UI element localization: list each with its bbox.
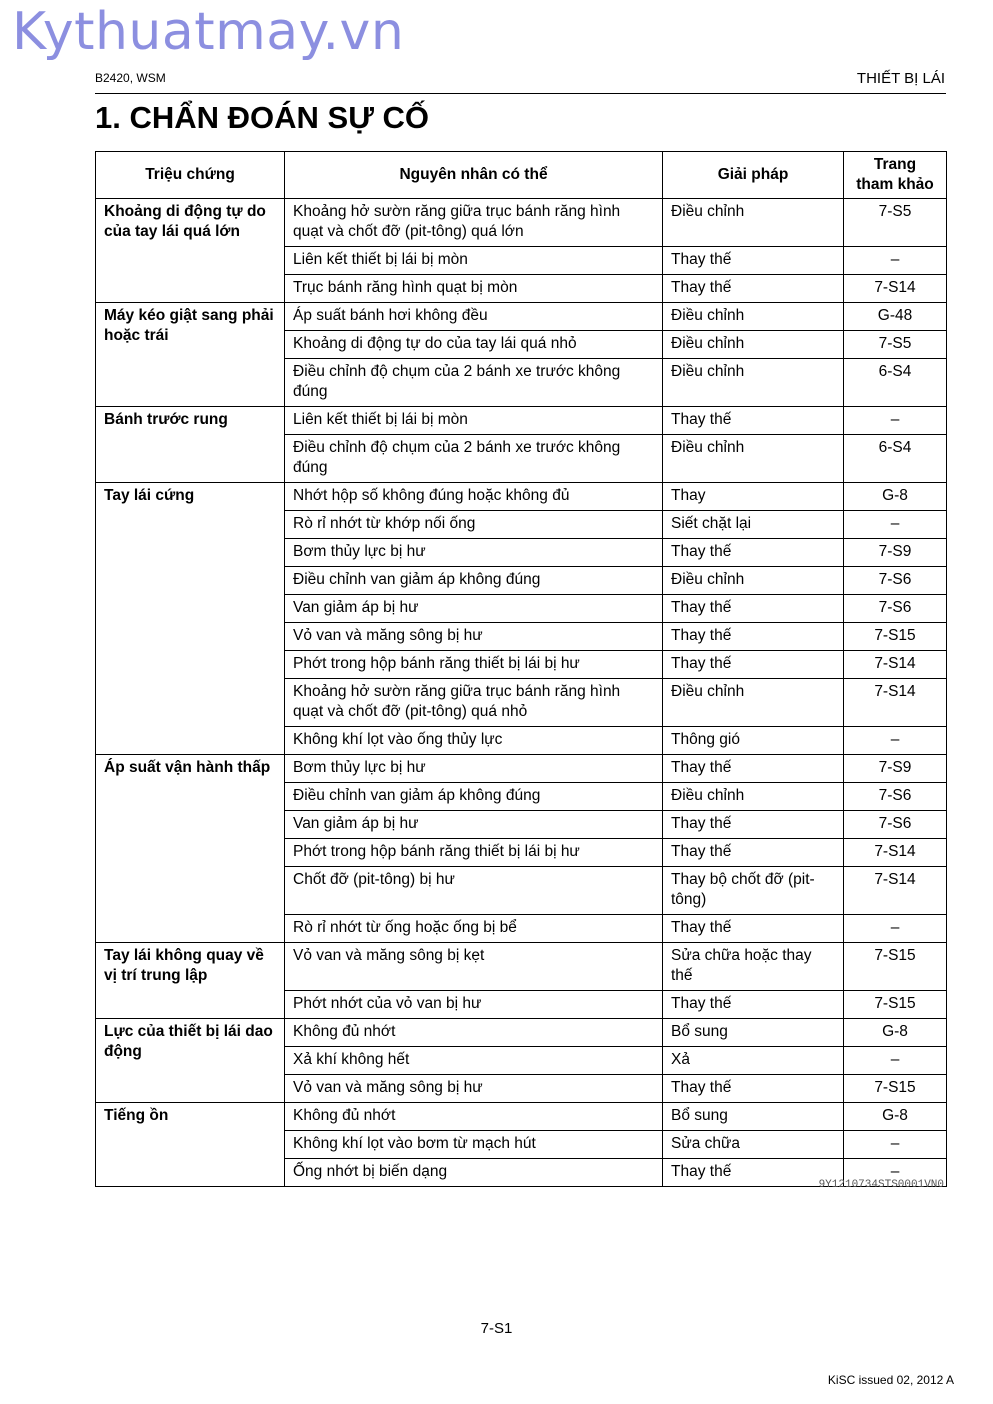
table-row — [96, 1019, 947, 1047]
table-row — [96, 407, 947, 435]
solution-cell: Thay bộ chốt đỡ (pit-tông) — [663, 867, 844, 915]
solution-cell: Thay thế — [663, 275, 844, 303]
cause-cell: Không đủ nhớt — [285, 1019, 663, 1047]
cause-cell: Không khí lọt vào ống thủy lực — [285, 727, 663, 755]
solution-cell: Thay thế — [663, 811, 844, 839]
table-header-row — [96, 152, 947, 199]
cause-cell: Điều chỉnh độ chụm của 2 bánh xe trước không đúng — [285, 435, 663, 483]
solution-cell: Điều chỉnh — [663, 331, 844, 359]
reference-cell: 7-S5 — [844, 199, 947, 247]
solution-cell: Sửa chữa hoặc thay thế — [663, 943, 844, 991]
solution-cell: Thay — [663, 483, 844, 511]
solution-cell: Bổ sung — [663, 1103, 844, 1131]
table-row — [96, 943, 947, 991]
symptom-cell: Tay lái không quay về vị trí trung lập — [96, 943, 285, 1019]
reference-cell: – — [844, 511, 947, 539]
cause-cell: Phớt trong hộp bánh răng thiết bị lái bị hư — [285, 839, 663, 867]
reference-cell: 7-S14 — [844, 275, 947, 303]
solution-cell: Thay thế — [663, 1075, 844, 1103]
cause-cell: Phớt nhớt của vỏ van bị hư — [285, 991, 663, 1019]
cause-cell: Van giảm áp bị hư — [285, 811, 663, 839]
reference-cell: – — [844, 407, 947, 435]
symptom-cell: Khoảng di động tự do của tay lái quá lớn — [96, 199, 285, 303]
solution-cell: Thay thế — [663, 595, 844, 623]
solution-cell: Điều chỉnh — [663, 679, 844, 727]
reference-cell: 7-S15 — [844, 943, 947, 991]
cause-cell: Liên kết thiết bị lái bị mòn — [285, 247, 663, 275]
cause-cell: Điều chỉnh van giảm áp không đúng — [285, 783, 663, 811]
solution-cell: Xả — [663, 1047, 844, 1075]
reference-cell: – — [844, 1047, 947, 1075]
solution-cell: Điều chỉnh — [663, 567, 844, 595]
reference-cell: G-8 — [844, 1103, 947, 1131]
reference-cell: 6-S4 — [844, 435, 947, 483]
solution-cell: Thay thế — [663, 623, 844, 651]
symptom-cell: Máy kéo giật sang phải hoặc trái — [96, 303, 285, 407]
symptom-cell: Tiếng ồn — [96, 1103, 285, 1187]
reference-cell: 7-S6 — [844, 783, 947, 811]
header-symptom: Triệu chứng — [96, 152, 285, 199]
solution-cell: Thông gió — [663, 727, 844, 755]
reference-cell: 6-S4 — [844, 359, 947, 407]
reference-cell: 7-S9 — [844, 539, 947, 567]
cause-cell: Bơm thủy lực bị hư — [285, 755, 663, 783]
solution-cell: Điều chỉnh — [663, 303, 844, 331]
cause-cell: Vỏ van và măng sông bị hư — [285, 1075, 663, 1103]
header-cause: Nguyên nhân có thể — [285, 152, 663, 199]
table-body — [96, 199, 947, 1187]
reference-cell: – — [844, 1159, 947, 1187]
solution-cell: Thay thế — [663, 407, 844, 435]
symptom-cell: Áp suất vận hành thấp — [96, 755, 285, 943]
solution-cell: Siết chặt lại — [663, 511, 844, 539]
troubleshooting-table — [95, 151, 947, 1187]
solution-cell: Điều chỉnh — [663, 199, 844, 247]
header-model: B2420, WSM — [95, 71, 166, 85]
table-row — [96, 199, 947, 247]
solution-cell: Điều chỉnh — [663, 359, 844, 407]
solution-cell: Thay thế — [663, 1159, 844, 1187]
reference-cell: 7-S6 — [844, 595, 947, 623]
reference-cell: 7-S6 — [844, 811, 947, 839]
symptom-cell: Bánh trước rung — [96, 407, 285, 483]
reference-cell: G-8 — [844, 1019, 947, 1047]
cause-cell: Điều chỉnh độ chụm của 2 bánh xe trước không đúng — [285, 359, 663, 407]
solution-cell: Thay thế — [663, 651, 844, 679]
issue-footer: KiSC issued 02, 2012 A — [827, 1373, 954, 1387]
solution-cell: Thay thế — [663, 755, 844, 783]
cause-cell: Ống nhớt bị biến dạng — [285, 1159, 663, 1187]
symptom-cell: Lực của thiết bị lái dao động — [96, 1019, 285, 1103]
cause-cell: Van giảm áp bị hư — [285, 595, 663, 623]
solution-cell: Điều chỉnh — [663, 435, 844, 483]
cause-cell: Liên kết thiết bị lái bị mòn — [285, 407, 663, 435]
reference-cell: G-8 — [844, 483, 947, 511]
cause-cell: Nhớt hộp số không đúng hoặc không đủ — [285, 483, 663, 511]
solution-cell: Thay thế — [663, 247, 844, 275]
header-divider — [95, 93, 946, 94]
cause-cell: Không đủ nhớt — [285, 1103, 663, 1131]
reference-cell: – — [844, 1131, 947, 1159]
reference-cell: – — [844, 915, 947, 943]
table-row — [96, 483, 947, 511]
reference-cell: – — [844, 727, 947, 755]
reference-cell: 7-S15 — [844, 991, 947, 1019]
cause-cell: Vỏ van và măng sông bị hư — [285, 623, 663, 651]
header-reference: Trang tham khảo — [844, 152, 947, 199]
symptom-cell: Tay lái cứng — [96, 483, 285, 755]
watermark-text: Kythuatmay.vn — [12, 2, 405, 62]
table-row — [96, 303, 947, 331]
cause-cell: Khoảng hở sườn răng giữa trục bánh răng hình quạt và chốt đỡ (pit-tông) quá lớn — [285, 199, 663, 247]
page-number: 7-S1 — [480, 1320, 513, 1337]
solution-cell: Thay thế — [663, 839, 844, 867]
reference-cell: – — [844, 247, 947, 275]
cause-cell: Xả khí không hết — [285, 1047, 663, 1075]
solution-cell: Bổ sung — [663, 1019, 844, 1047]
reference-cell: 7-S15 — [844, 623, 947, 651]
solution-cell: Thay thế — [663, 991, 844, 1019]
reference-cell: 7-S5 — [844, 331, 947, 359]
cause-cell: Bơm thủy lực bị hư — [285, 539, 663, 567]
page-title: 1. CHẨN ĐOÁN SỰ CỐ — [95, 100, 430, 135]
cause-cell: Điều chỉnh van giảm áp không đúng — [285, 567, 663, 595]
cause-cell: Vỏ van và măng sông bị kẹt — [285, 943, 663, 991]
cause-cell: Phớt trong hộp bánh răng thiết bị lái bị hư — [285, 651, 663, 679]
solution-cell: Thay thế — [663, 915, 844, 943]
table-row — [96, 1103, 947, 1131]
cause-cell: Khoảng di động tự do của tay lái quá nhỏ — [285, 331, 663, 359]
reference-cell: 7-S14 — [844, 679, 947, 727]
document-code: 9Y1210734STS0001VN0 — [818, 1179, 944, 1191]
solution-cell: Thay thế — [663, 539, 844, 567]
reference-cell: 7-S6 — [844, 567, 947, 595]
solution-cell: Điều chỉnh — [663, 783, 844, 811]
reference-cell: 7-S15 — [844, 1075, 947, 1103]
reference-cell: 7-S14 — [844, 651, 947, 679]
cause-cell: Chốt đỡ (pit-tông) bị hư — [285, 867, 663, 915]
solution-cell: Sửa chữa — [663, 1131, 844, 1159]
table-row — [96, 755, 947, 783]
cause-cell: Không khí lọt vào bơm từ mạch hút — [285, 1131, 663, 1159]
reference-cell: 7-S9 — [844, 755, 947, 783]
cause-cell: Rò rỉ nhớt từ khớp nối ống — [285, 511, 663, 539]
cause-cell: Rò rỉ nhớt từ ống hoặc ống bị bể — [285, 915, 663, 943]
cause-cell: Trục bánh răng hình quạt bị mòn — [285, 275, 663, 303]
cause-cell: Khoảng hở sườn răng giữa trục bánh răng hình quạt và chốt đỡ (pit-tông) quá nhỏ — [285, 679, 663, 727]
reference-cell: G-48 — [844, 303, 947, 331]
cause-cell: Áp suất bánh hơi không đều — [285, 303, 663, 331]
reference-cell: 7-S14 — [844, 839, 947, 867]
header-solution: Giải pháp — [663, 152, 844, 199]
header-section: THIẾT BỊ LÁI — [856, 70, 945, 87]
reference-cell: 7-S14 — [844, 867, 947, 915]
